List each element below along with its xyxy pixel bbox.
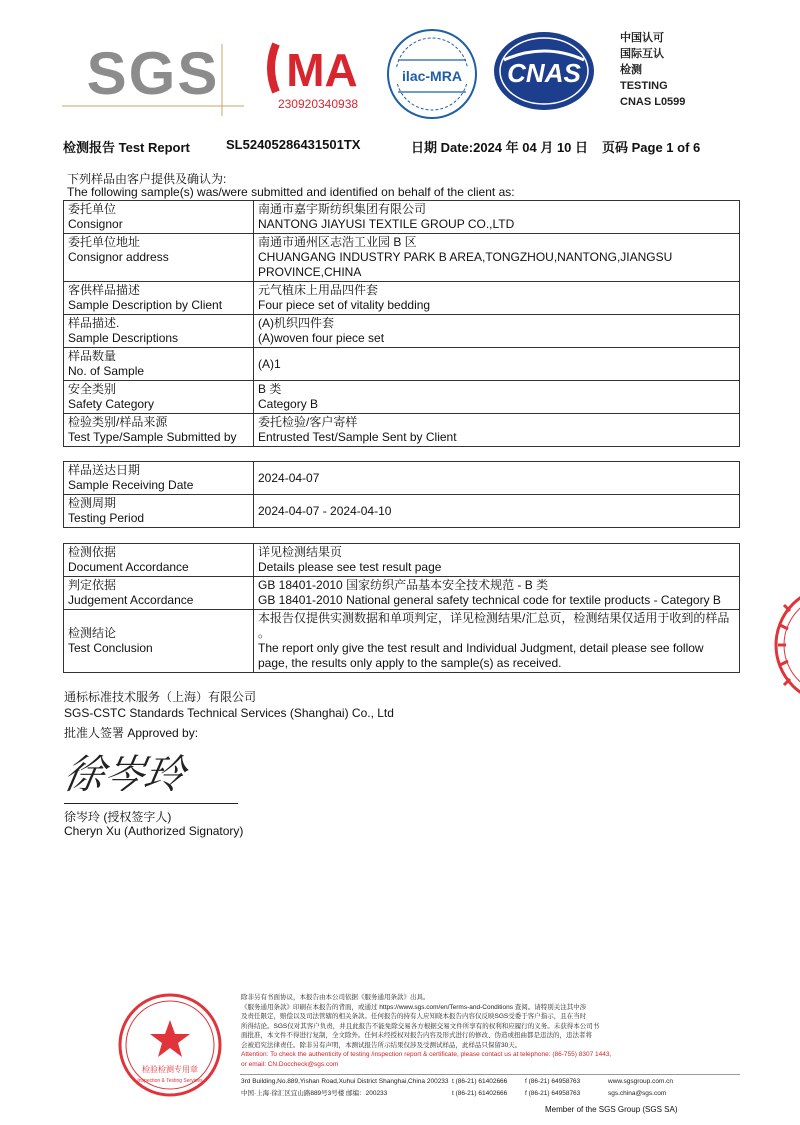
terms-line: 所得结论。SGS仅对其客户负责，并且此报告不能免除交易各方根据交易文件所享有的权利和应履行的义务。未获得本公司书 bbox=[241, 1022, 600, 1030]
field-value: B 类 Category B bbox=[254, 381, 740, 414]
field-value: 详见检测结果页 Details please see test result page bbox=[254, 544, 740, 577]
tel-line-2: t (86-21) 61402666 bbox=[452, 1090, 508, 1097]
field-label: 检测依据 Document Accordance bbox=[64, 544, 254, 577]
report-number: SL52405286431501TX bbox=[226, 137, 361, 152]
approved-by-label: 批准人签署 Approved by: bbox=[64, 726, 199, 740]
cma-logo bbox=[262, 34, 374, 114]
field-label: 委托单位 Consignor bbox=[64, 201, 254, 234]
signature-text: 徐岑玲 bbox=[66, 751, 189, 798]
table-row bbox=[64, 348, 740, 381]
field-value: 2024-04-07 bbox=[254, 462, 740, 495]
cma-logo-text: MA bbox=[286, 44, 358, 96]
intro-en: The following sample(s) was/were submitted and identified on behalf of the client as: bbox=[67, 185, 515, 199]
intro-cn: 下列样品由客户提供及确认为: bbox=[67, 172, 227, 186]
inspection-seal bbox=[115, 990, 225, 1100]
field-label: 检测结论 Test Conclusion bbox=[64, 610, 254, 673]
field-label: 委托单位地址 Consignor address bbox=[64, 234, 254, 282]
page-number: 页码 Page 1 of 6 bbox=[602, 140, 701, 155]
signer-name-en: Cheryn Xu (Authorized Signatory) bbox=[64, 824, 244, 838]
handwritten-signature bbox=[66, 742, 266, 800]
accr-line: 检测 bbox=[620, 64, 642, 76]
fax-line-2: f (86-21) 64958763 bbox=[525, 1090, 581, 1097]
company-name-en: SGS-CSTC Standards Technical Services (Shanghai) Co., Ltd bbox=[64, 706, 394, 720]
footer-divider bbox=[240, 1074, 740, 1075]
cnas-logo-text: CNAS bbox=[507, 58, 581, 88]
fax-line-1: f (86-21) 64958763 bbox=[525, 1078, 581, 1085]
report-date: 日期 Date:2024 年 04 月 10 日 bbox=[411, 140, 589, 155]
ilac-mra-logo bbox=[384, 26, 480, 122]
field-value: GB 18401-2010 国家纺织产品基本安全技术规范 - B 类 GB 18401-2010 National general safety technical code for textile products - Category B bbox=[254, 577, 740, 610]
field-value: (A)机织四件套 (A)woven four piece set bbox=[254, 315, 740, 348]
conclusion-table bbox=[63, 543, 740, 673]
website[interactable]: www.sgsgroup.com.cn bbox=[608, 1078, 674, 1085]
field-value: (A)1 bbox=[254, 348, 740, 381]
sample-info-table bbox=[63, 200, 740, 447]
tel-line-1: t (86-21) 61402666 bbox=[452, 1078, 508, 1085]
address-en: 3rd Building,No.889,Yishan Road,Xuhui District Shanghai,China 200233 bbox=[241, 1078, 449, 1085]
terms-line: 《服务通用条款》印刷在本报告的背面，或通过 https://www.sgs.com/en/Terms-and-Conditions 查阅。请特别关注其中涉 bbox=[241, 1003, 587, 1011]
contact-email[interactable]: sgs.china@sgs.com bbox=[608, 1090, 667, 1097]
field-label: 检验类别/样品来源 Test Type/Sample Submitted by bbox=[64, 414, 254, 447]
report-label: 检测报告 Test Report bbox=[63, 140, 190, 155]
field-label: 客供样品描述 Sample Description by Client bbox=[64, 282, 254, 315]
table-row bbox=[64, 315, 740, 348]
table-row bbox=[64, 414, 740, 447]
dates-table bbox=[63, 461, 740, 528]
signer-name-cn: 徐岑玲 (授权签字人) bbox=[64, 810, 172, 824]
table-row bbox=[64, 577, 740, 610]
field-label: 判定依据 Judgement Accordance bbox=[64, 577, 254, 610]
table-row bbox=[64, 544, 740, 577]
address-cn: 中国·上海·徐汇区宜山路889号3号楼 邮编：200233 bbox=[241, 1090, 388, 1097]
company-name-cn: 通标标准技术服务（上海）有限公司 bbox=[64, 690, 257, 704]
table-row bbox=[64, 462, 740, 495]
ilac-logo-text: ilac-MRA bbox=[402, 68, 462, 84]
field-value: 委托检验/客户寄样 Entrusted Test/Sample Sent by Client bbox=[254, 414, 740, 447]
seal-subtext: Inspection & Testing Services bbox=[137, 1078, 203, 1084]
table-row bbox=[64, 381, 740, 414]
accr-line: CNAS L0599 bbox=[620, 96, 686, 108]
sgs-logo bbox=[62, 44, 244, 116]
table-row bbox=[64, 234, 740, 282]
accr-line: TESTING bbox=[620, 80, 668, 92]
table-row bbox=[64, 610, 740, 673]
field-value: 元气植床上用品四件套 Four piece set of vitality bedding bbox=[254, 282, 740, 315]
seal-fragment bbox=[770, 585, 800, 705]
seal-text: 检验检测专用章 bbox=[142, 1065, 198, 1074]
terms-line: 会被追究法律责任。除非另有声明，本测试报告所示结果仅涉及受测试样品，此样品只保留30天。 bbox=[241, 1041, 522, 1049]
terms-line: 面批准，本文件不得进行复制，全文除外。任何未经授权对报告内容及形式进行的修改、伪造或扭曲都是违法的，违法者将 bbox=[241, 1032, 592, 1039]
cnas-logo bbox=[492, 30, 596, 112]
table-row bbox=[64, 282, 740, 315]
cma-number: 230920340938 bbox=[277, 97, 359, 111]
field-label: 安全类别 Safety Category bbox=[64, 381, 254, 414]
accr-line: 中国认可 bbox=[620, 32, 664, 44]
table-row bbox=[64, 201, 740, 234]
field-label: 样品描述. Sample Descriptions bbox=[64, 315, 254, 348]
terms-text bbox=[241, 993, 611, 1069]
field-value: 南通市通州区志浩工业园 B 区 CHUANGANG INDUSTRY PARK B AREA,TONGZHOU,NANTONG,JIANGSU PROVINCE,CHINA bbox=[254, 234, 740, 282]
field-value: 2024-04-07 - 2024-04-10 bbox=[254, 495, 740, 528]
field-label: 样品数量 No. of Sample bbox=[64, 348, 254, 381]
accreditation-text bbox=[620, 30, 685, 110]
field-label: 检测周期 Testing Period bbox=[64, 495, 254, 528]
terms-line: 除非另有书面协议，本报告由本公司依据《服务通用条款》出具。 bbox=[241, 994, 430, 1001]
terms-line: 及责任限定，赔偿以及司法管辖的相关条款。任何报告的持有人应知晓本报告内容仅反映SGS受委于客户指示，且在当时 bbox=[241, 1013, 587, 1020]
attention-line: Attention: To check the authenticity of testing /inspection report & certificate, please contact us at telephone: (86-755) 8307 1443, bbox=[241, 1051, 612, 1058]
field-label: 样品送达日期 Sample Receiving Date bbox=[64, 462, 254, 495]
field-value: 南通市嘉宇斯纺织集团有限公司 NANTONG JIAYUSI TEXTILE GROUP CO.,LTD bbox=[254, 201, 740, 234]
member-text: Member of the SGS Group (SGS SA) bbox=[545, 1105, 678, 1114]
signature-line bbox=[64, 803, 238, 804]
accr-line: 国际互认 bbox=[620, 48, 664, 60]
table-row bbox=[64, 495, 740, 528]
attention-email[interactable]: or email: CN.Doccheck@sgs.com bbox=[241, 1060, 339, 1068]
sgs-logo-text: SGS bbox=[86, 44, 220, 107]
field-value: 本报告仅提供实测数据和单项判定，详见检测结果/汇总页，检测结果仅适用于收到的样品 。 The report only give the test result and Individual Judgment, detail please see follow page, the results only apply to the sample(s) as received. bbox=[254, 610, 740, 673]
